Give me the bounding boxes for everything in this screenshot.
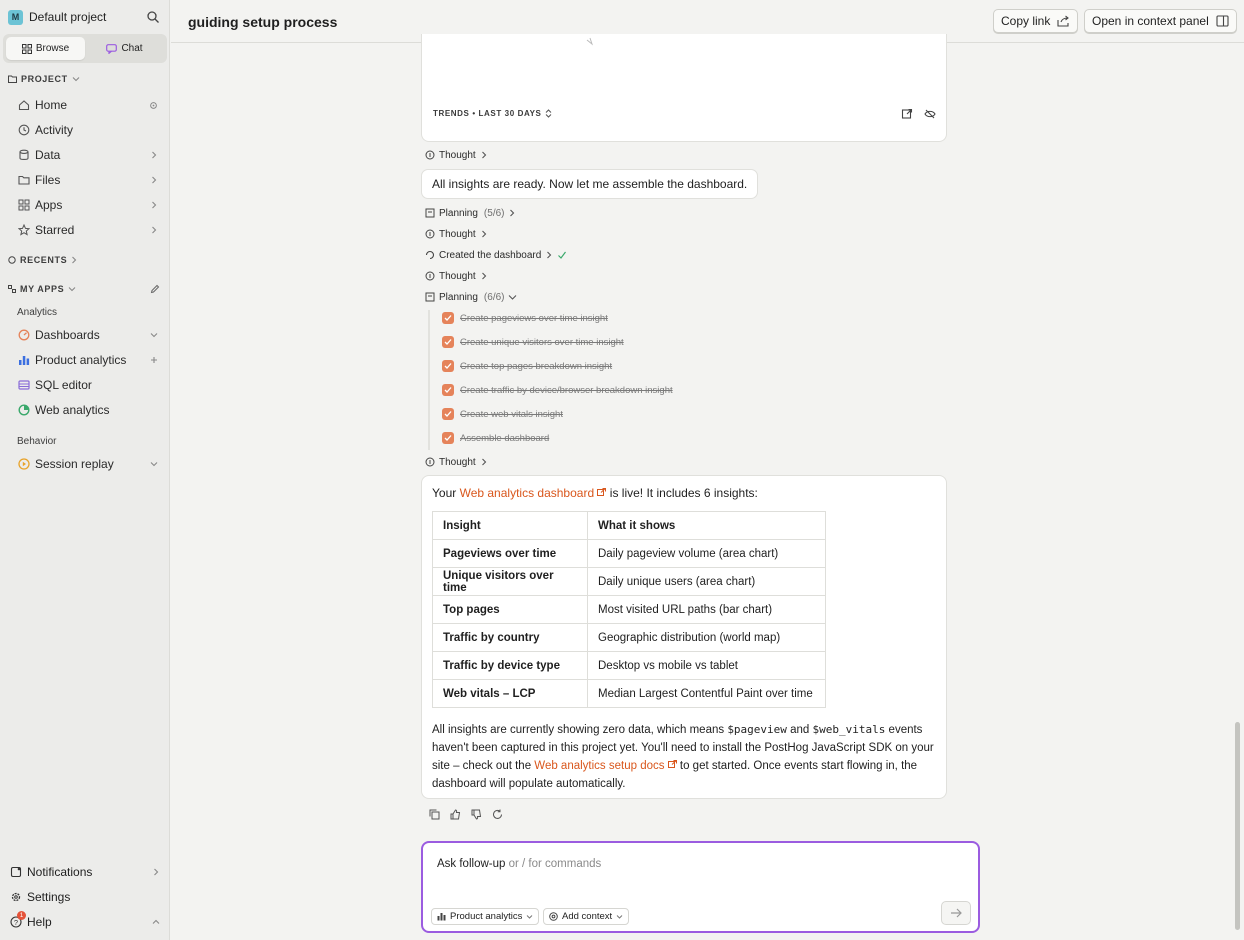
- chevron-right-icon: [150, 226, 158, 234]
- sidebar-item-label: Notifications: [27, 865, 93, 879]
- chevron-down-icon[interactable]: [150, 460, 158, 468]
- tab-chat-label: Chat: [121, 43, 143, 54]
- step-count: (5/6): [483, 207, 505, 219]
- sidebar-item-label: Files: [35, 173, 61, 187]
- step-label: Thought: [439, 149, 476, 161]
- thought-step[interactable]: [425, 227, 488, 241]
- sidebar-item-sql-editor[interactable]: [18, 375, 158, 395]
- chevron-right-icon: [480, 458, 488, 466]
- list-icon: [425, 292, 435, 302]
- eye-off-icon[interactable]: [924, 108, 936, 120]
- project-switcher[interactable]: [8, 8, 160, 26]
- search-icon[interactable]: [146, 10, 160, 24]
- table-cell: Web vitals – LCP: [433, 680, 588, 708]
- chat-composer[interactable]: [421, 841, 980, 933]
- grid-icon: [18, 199, 30, 211]
- table-row: [433, 568, 826, 596]
- table-cell: Median Largest Contentful Paint over time: [588, 680, 826, 708]
- myapps-section-header[interactable]: [8, 284, 160, 294]
- setup-docs-link[interactable]: [534, 760, 676, 772]
- chevron-right-icon: [150, 176, 158, 184]
- insights-table: [432, 511, 826, 708]
- grid-icon: [8, 285, 16, 293]
- table-row: [433, 624, 826, 652]
- sidebar-item-data[interactable]: [18, 145, 158, 165]
- database-icon: [18, 149, 30, 161]
- table-cell: Traffic by country: [433, 624, 588, 652]
- placeholder-main: Ask follow-up: [437, 858, 506, 870]
- sidebar-item-apps[interactable]: [18, 195, 158, 215]
- para-text: to get started. Once events start flowing in, the dashboard will populate automatically.: [432, 760, 918, 790]
- copy-link-label: Copy link: [1001, 14, 1051, 28]
- plan-item[interactable]: [442, 312, 608, 324]
- para-text: events haven't been captured in this project yet. You'll need to install the PostHog JavaScript SDK on your site – check out the: [432, 724, 934, 772]
- table-cell: Most visited URL paths (bar chart): [588, 596, 826, 624]
- para-text: and: [786, 724, 813, 736]
- grid-icon: [22, 44, 32, 54]
- check-icon: [557, 250, 567, 260]
- panel-icon: [1216, 15, 1229, 27]
- chevron-right-icon: [508, 209, 516, 217]
- chevron-right-icon: [480, 151, 488, 159]
- dashboard-link[interactable]: [460, 486, 607, 500]
- bar-chart-icon: [18, 354, 30, 366]
- sidebar-item-label: Session replay: [35, 457, 114, 471]
- gear-icon[interactable]: [149, 101, 158, 110]
- help-icon: [10, 912, 24, 928]
- bell-icon: [10, 866, 22, 878]
- trends-insight-card: [421, 34, 947, 142]
- sidebar-item-web-analytics[interactable]: [18, 400, 158, 420]
- table-cell: Daily unique users (area chart): [588, 568, 826, 596]
- sidebar-item-session-replay[interactable]: [18, 454, 158, 474]
- inline-code: $pageview: [727, 723, 787, 736]
- tab-browse-label: Browse: [35, 43, 70, 54]
- sidebar-item-label: Apps: [35, 198, 63, 212]
- star-icon: [18, 224, 30, 236]
- answer-lead-pre: Your: [432, 486, 460, 500]
- trends-label-text: TRENDS • LAST 30 DAYS: [433, 109, 542, 118]
- recents-section-header[interactable]: [8, 255, 160, 265]
- plan-item-label: Assemble dashboard: [460, 432, 550, 444]
- copy-link-button[interactable]: [993, 9, 1078, 33]
- external-link-icon: [668, 760, 677, 769]
- project-section-header[interactable]: [8, 74, 160, 84]
- para-text: All insights are currently showing zero data, which means: [432, 724, 728, 736]
- edit-icon[interactable]: [150, 284, 160, 294]
- sidebar-item-settings[interactable]: [10, 888, 160, 906]
- share-icon: [1057, 15, 1070, 27]
- checkbox-checked[interactable]: [442, 336, 454, 348]
- arrow-right-icon: [950, 908, 963, 918]
- composer-input[interactable]: [437, 858, 601, 870]
- sidebar-item-starred[interactable]: [18, 220, 158, 240]
- step-label: Planning: [439, 291, 478, 303]
- table-header-row: [433, 512, 826, 540]
- plan-checklist: [428, 310, 728, 450]
- thought-step[interactable]: [425, 148, 488, 162]
- planning-step[interactable]: [425, 290, 517, 304]
- plan-item-label: Create web vitals insight: [460, 408, 563, 420]
- assistant-message: All insights are ready. Now let me assemble the dashboard.: [421, 169, 758, 199]
- step-label: Thought: [439, 270, 476, 282]
- product-analytics-chip[interactable]: [431, 908, 539, 925]
- scrollbar[interactable]: [1235, 722, 1240, 930]
- sidebar-item-help[interactable]: [10, 913, 160, 931]
- chevron-down-icon: [72, 76, 80, 82]
- svg-text:?: ?: [13, 917, 19, 927]
- sort-icon: [545, 109, 552, 118]
- at-icon: [549, 912, 558, 921]
- behavior-group-label: Behavior: [17, 436, 57, 447]
- inline-code: $web_vitals: [812, 723, 886, 736]
- sidebar-item-label: Starred: [35, 223, 75, 237]
- thought-step[interactable]: [425, 269, 488, 283]
- chevron-down-icon: [68, 286, 76, 292]
- table-row: [433, 680, 826, 708]
- sidebar-item-label: Dashboards: [35, 328, 100, 342]
- plus-icon[interactable]: [150, 356, 158, 364]
- sidebar-item-label: Activity: [35, 123, 74, 137]
- page-title: guiding setup process: [188, 14, 338, 30]
- home-icon: [18, 99, 30, 111]
- checkbox-checked[interactable]: [442, 408, 454, 420]
- chip-label: Add context: [562, 911, 613, 922]
- sidebar-item-notifications[interactable]: [10, 863, 160, 881]
- chevron-down-icon: [616, 914, 623, 920]
- chevron-up-icon[interactable]: [152, 918, 160, 926]
- table-row: [433, 540, 826, 568]
- thumbs-down-icon[interactable]: [471, 809, 483, 821]
- bar-chart-icon: [437, 912, 446, 921]
- step-label: Thought: [439, 456, 476, 468]
- plan-item[interactable]: [442, 408, 563, 420]
- play-icon: [18, 458, 30, 470]
- plan-item[interactable]: [442, 360, 612, 372]
- chevron-right-icon: [480, 272, 488, 280]
- plan-item-label: Create pageviews over time insight: [460, 312, 608, 324]
- table-cell: Daily pageview volume (area chart): [588, 540, 826, 568]
- answer-lead-post: is live! It includes 6 insights:: [606, 486, 758, 500]
- step-label: Created the dashboard: [439, 249, 542, 261]
- sidebar-item-label: Settings: [27, 890, 71, 904]
- chevron-down-icon: [508, 293, 517, 301]
- chart-fragment: [582, 34, 782, 56]
- plan-item-label: Create traffic by device/browser breakdown insight: [460, 384, 673, 396]
- tab-chat[interactable]: [85, 37, 164, 60]
- sidebar-item-dashboards[interactable]: [18, 325, 158, 345]
- gauge-icon: [18, 329, 30, 341]
- planning-step[interactable]: [425, 206, 516, 220]
- folder-icon: [8, 75, 17, 83]
- open-context-panel-button[interactable]: [1084, 9, 1237, 33]
- sidebar-item-activity[interactable]: [18, 120, 158, 140]
- thought-icon: [425, 229, 435, 239]
- table-cell: Geographic distribution (world map): [588, 624, 826, 652]
- chevron-right-icon: [152, 868, 160, 876]
- checkbox-checked[interactable]: [442, 432, 454, 444]
- assistant-answer-card: [421, 475, 947, 799]
- table-header-cell: What it shows: [588, 512, 826, 540]
- chat-icon: [106, 44, 117, 54]
- trends-label[interactable]: [433, 109, 552, 118]
- project-name: Default project: [29, 10, 107, 24]
- gear-icon: [10, 891, 22, 903]
- retry-icon[interactable]: [492, 809, 504, 821]
- step-count: (6/6): [483, 291, 505, 303]
- chevron-down-icon[interactable]: [150, 331, 158, 339]
- step-label: Thought: [439, 228, 476, 240]
- sidebar-item-label: Data: [35, 148, 61, 162]
- sidebar-item-label: Web analytics: [35, 403, 110, 417]
- thought-icon: [425, 457, 435, 467]
- clock-icon: [18, 124, 30, 136]
- chat-main: [171, 44, 1244, 940]
- plan-item-label: Create top pages breakdown insight: [460, 360, 613, 372]
- project-section-label: PROJECT: [21, 74, 68, 84]
- table-cell: Desktop vs mobile vs tablet: [588, 652, 826, 680]
- table-cell: Traffic by device type: [433, 652, 588, 680]
- table-row: [433, 596, 826, 624]
- sidebar-item-files[interactable]: [18, 170, 158, 190]
- add-context-chip[interactable]: [543, 908, 629, 925]
- thought-step[interactable]: [425, 455, 488, 469]
- sidebar-item-home[interactable]: [18, 95, 158, 115]
- table-header-cell: Insight: [433, 512, 588, 540]
- plan-item[interactable]: [442, 336, 624, 348]
- project-badge: M: [8, 10, 23, 25]
- copy-icon[interactable]: [429, 809, 441, 821]
- sidebar-item-label: Product analytics: [35, 353, 127, 367]
- help-badge: 1: [17, 911, 26, 920]
- table-icon: [18, 379, 30, 391]
- folder-icon: [18, 174, 30, 186]
- checkbox-checked[interactable]: [442, 384, 454, 396]
- thought-icon: [425, 271, 435, 281]
- pie-icon: [18, 404, 30, 416]
- sidebar-item-label: SQL editor: [35, 378, 92, 392]
- tab-browse[interactable]: [6, 37, 85, 60]
- plan-item[interactable]: [442, 384, 673, 396]
- table-cell: Unique visitors over time: [433, 568, 588, 596]
- chevron-right-icon: [71, 256, 77, 264]
- thumbs-up-icon[interactable]: [450, 809, 462, 821]
- checkbox-checked[interactable]: [442, 312, 454, 324]
- open-context-label: Open in context panel: [1092, 14, 1209, 28]
- list-icon: [425, 208, 435, 218]
- sidebar-item-label: Home: [35, 98, 68, 112]
- sidebar-item-label: Help: [27, 915, 52, 929]
- browse-chat-switcher: [3, 34, 167, 63]
- created-dashboard-step[interactable]: [425, 248, 567, 262]
- sidebar: [0, 0, 170, 940]
- plan-item-label: Create unique visitors over time insight: [460, 336, 624, 348]
- table-cell: Top pages: [433, 596, 588, 624]
- plan-item[interactable]: [442, 432, 549, 444]
- chevron-down-icon: [526, 914, 533, 920]
- chip-label: Product analytics: [450, 911, 523, 922]
- setup-docs-link-text: Web analytics setup docs: [534, 760, 665, 772]
- myapps-section-label: MY APPS: [20, 284, 65, 294]
- analytics-group-label: Analytics: [17, 307, 58, 318]
- thought-icon: [425, 150, 435, 160]
- table-cell: Pageviews over time: [433, 540, 588, 568]
- answer-lead: [432, 486, 758, 500]
- answer-paragraph: [432, 721, 937, 793]
- chevron-right-icon: [545, 251, 553, 259]
- loader-icon: [425, 250, 435, 260]
- clock-icon: [8, 256, 16, 264]
- chevron-right-icon: [480, 230, 488, 238]
- table-row: [433, 652, 826, 680]
- recents-section-label: RECENTS: [20, 255, 68, 265]
- message-actions: [429, 809, 504, 821]
- open-external-icon[interactable]: [901, 108, 913, 120]
- dashboard-link-text: Web analytics dashboard: [459, 486, 595, 500]
- placeholder-hint: or / for commands: [505, 858, 602, 870]
- sidebar-item-product-analytics[interactable]: [18, 350, 158, 370]
- step-label: Planning: [439, 207, 478, 219]
- chevron-right-icon: [150, 201, 158, 209]
- chevron-right-icon: [150, 151, 158, 159]
- checkbox-checked[interactable]: [442, 360, 454, 372]
- send-button[interactable]: [941, 901, 971, 925]
